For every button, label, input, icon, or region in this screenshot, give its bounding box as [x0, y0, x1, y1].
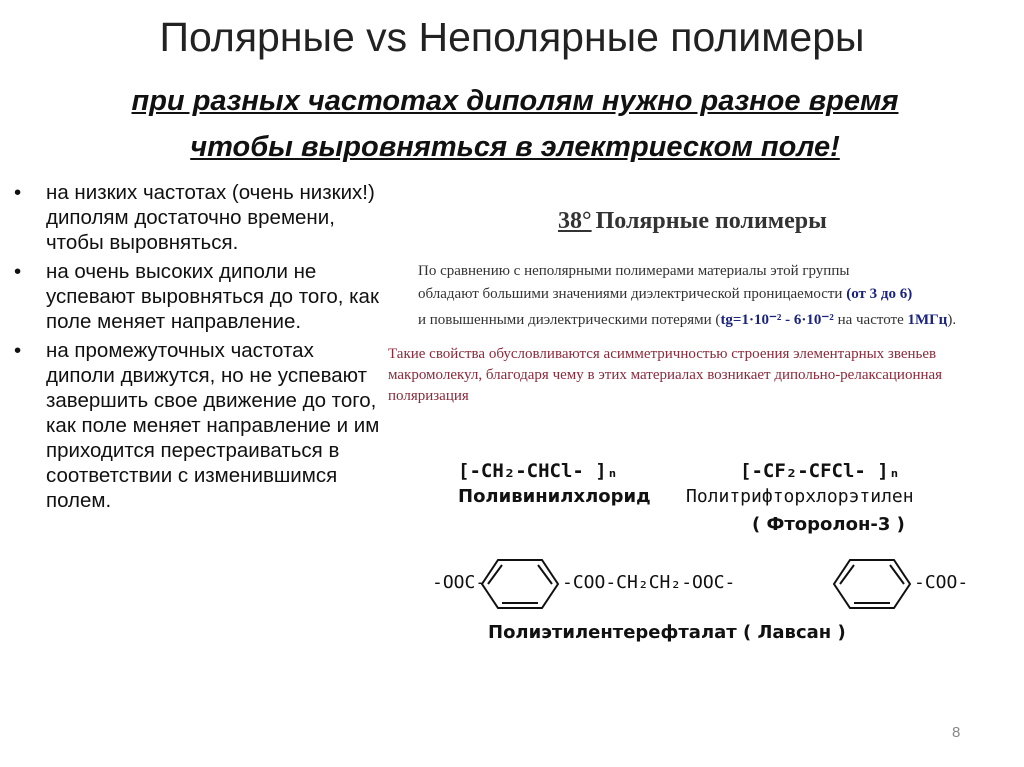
figure-paragraph-3: Такие свойства обусловливаются асимметричностью строения элементарных звеньев макромолекул, благодаря чему в этих материалах возникает дипольно-релаксационная поляризация	[388, 346, 943, 404]
bullet-text: на низких частотах (очень низких!) диполям достаточно времени, чтобы выровняться.	[46, 181, 375, 254]
slide-title: Полярные vs Неполярные полимеры	[159, 14, 865, 60]
figure-heading	[558, 208, 827, 235]
polar-polymers-figure	[380, 198, 1000, 658]
figure-paragraph-2	[418, 310, 956, 329]
subtitle-line-1: при разных частотах диполям нужно разное время	[131, 85, 899, 117]
bullet-list	[14, 180, 384, 517]
para2-end: ).	[947, 312, 957, 328]
slide-subtitle	[60, 78, 970, 170]
pvc-name: Поливинилхлорид	[458, 486, 651, 507]
pvc-formula: [-CH₂-CHCl- ]ₙ	[458, 460, 619, 482]
bullet-icon: •	[14, 339, 22, 362]
para2-start: и повышенными диэлектрическими потерями (	[418, 312, 721, 328]
benzene-ring-icon	[832, 558, 912, 610]
pet-middle-group: -COO-CH₂CH₂-OOC-	[562, 572, 736, 593]
figure-paragraph-1	[418, 260, 912, 306]
bullet-text: на очень высоких диполи не успевают выровняться до того, как поле меняет направление.	[46, 260, 379, 333]
ptfce-alt-name: ( Фторолон-3 )	[752, 514, 905, 535]
bullet-item	[14, 259, 384, 334]
ptfce-formula: [-CF₂-CFCl- ]ₙ	[740, 460, 901, 482]
pet-name: Полиэтилентерефталат ( Лавсан )	[488, 622, 846, 643]
bullet-item	[14, 180, 384, 255]
page-number: 8	[952, 724, 961, 741]
benzene-ring-icon	[480, 558, 560, 610]
bullet-icon: •	[14, 260, 22, 283]
frequency: 1МГц	[907, 312, 948, 328]
para2-mid: на частоте	[833, 312, 908, 328]
ptfce-name: Политрифторхлорэтилен	[686, 486, 914, 507]
permittivity-range: (от 3 до 6)	[846, 286, 913, 302]
para1-line1: По сравнению с неполярными полимерами материалы этой группы	[418, 263, 850, 279]
figure-heading-text: Полярные полимеры	[595, 208, 827, 234]
para1-line2: обладают большими значениями диэлектрической проницаемости	[418, 286, 843, 302]
pet-right-group: -COO-	[914, 572, 969, 593]
bullet-item	[14, 338, 384, 513]
bullet-icon: •	[14, 181, 22, 204]
loss-tangent: tg=1·10⁻² - 6·10⁻²	[720, 312, 834, 328]
figure-number: 38°	[558, 208, 592, 234]
pet-left-group: -OOC-	[432, 572, 487, 593]
subtitle-line-2: чтобы выровняться в электриеском поле!	[190, 131, 840, 163]
bullet-text: на промежуточных частотах диполи движутся, но не успевают завершить свое движение до того, как поле меняет направление и им приходится перестраиваться в соответствии с изменившимся полем.	[46, 339, 380, 512]
